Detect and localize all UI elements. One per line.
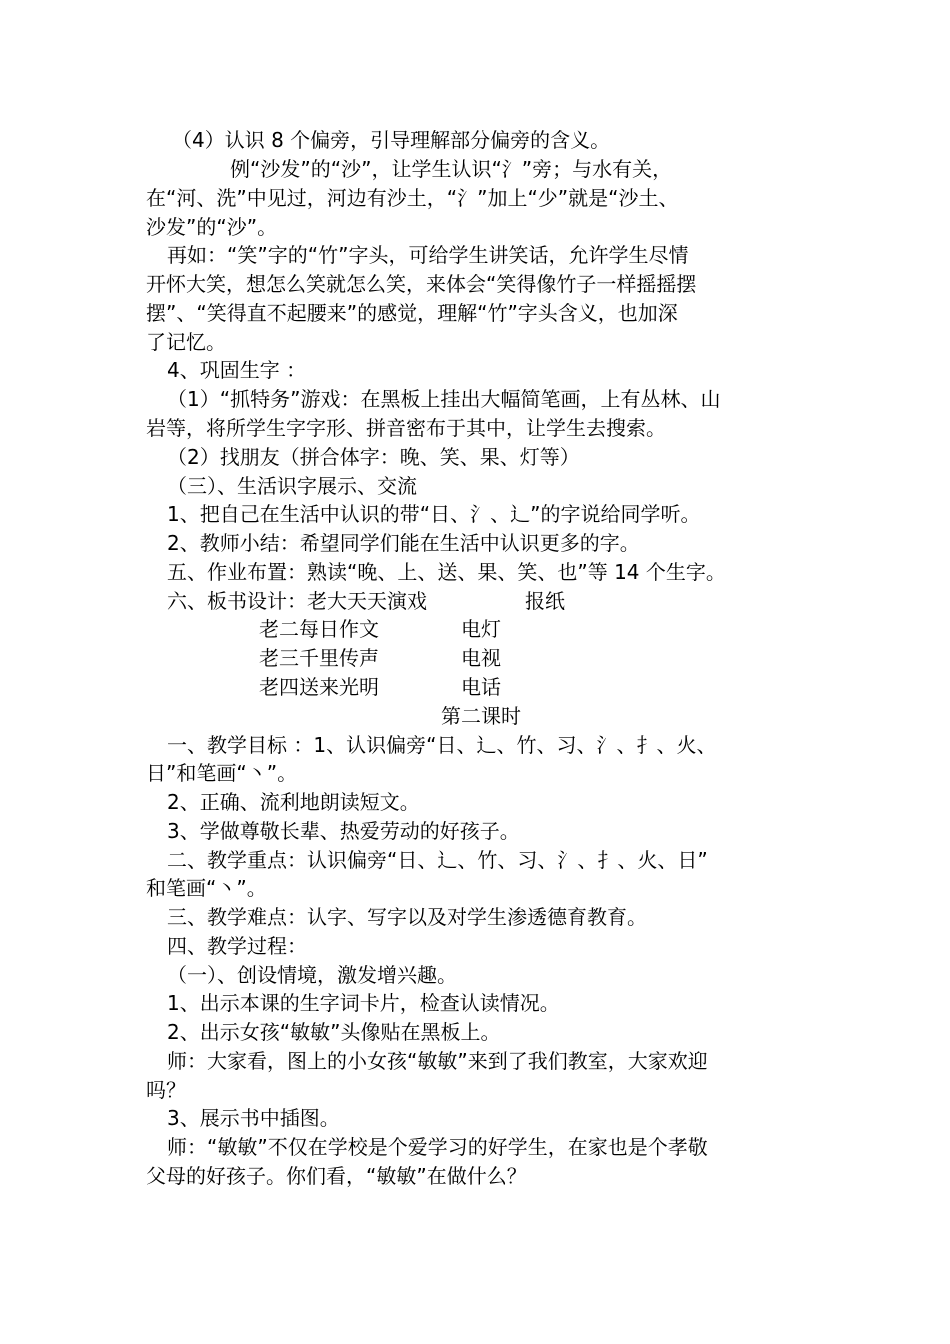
text-line: 日”和笔画“丶”。 — [146, 761, 298, 785]
text-line: 父母的好孩子。你们看，“敏敏”在做什么？ — [146, 1164, 527, 1188]
board-item: 电视 — [461, 646, 501, 670]
section-heading: 一、教学目标 ：1、认识偏旁“日、辶、竹、习、氵、扌、火、 — [167, 733, 717, 757]
text-line: 2、正确、流利地朗读短文。 — [167, 790, 420, 814]
board-item: 电灯 — [461, 617, 501, 641]
text-line: 2、教师小结：希望同学们能在生活中认识更多的字。 — [167, 531, 640, 555]
text-line: 摆”、“笑得直不起腰来”的感觉，理解“竹”字头含义，也加深 — [146, 301, 678, 325]
section-heading: 四、教学过程： — [167, 934, 307, 958]
text-line: 1、出示本课的生字词卡片，检查认读情况。 — [167, 991, 560, 1015]
text-line: 和笔画“丶”。 — [146, 876, 267, 900]
text-line: 师：“敏敏”不仅在学校是个爱学习的好学生，在家也是个孝敬 — [167, 1135, 708, 1159]
text-line: 4、巩固生字 ： — [167, 358, 307, 382]
section-heading: （一）、创设情境，激发增兴趣。 — [167, 963, 457, 987]
text-line: 师：大家看，图上的小女孩“敏敏”来到了我们教室，大家欢迎 — [167, 1049, 708, 1073]
section-heading: 三、教学难点：认字、写字以及对学生渗透德育教育。 — [167, 905, 647, 929]
text-line: 3、展示书中插图。 — [167, 1106, 340, 1130]
text-line: 沙发”的“沙”。 — [146, 215, 278, 239]
text-line: 开怀大笑，想怎么笑就怎么笑，来体会“笑得像竹子一样摇摇摆 — [146, 272, 697, 296]
text-line: （2）找朋友（拼合体字：晚、笑、果、灯等） — [167, 445, 580, 469]
section-heading: 六、板书设计：老大天天演戏 — [167, 589, 427, 613]
text-line: 了记忆。 — [146, 330, 226, 354]
text-line: 岩等，将所学生字字形、拼音密布于其中，让学生去搜索。 — [146, 416, 666, 440]
text-line: 再如：“笑”字的“竹”字头，可给学生讲笑话，允许学生尽情 — [167, 243, 689, 267]
section-heading: （三）、生活识字展示、交流 — [167, 474, 417, 498]
board-item: 电话 — [461, 675, 501, 699]
lesson-title: 第二课时 — [441, 704, 521, 728]
text-line: 在“河、洗”中见过，河边有沙土，“氵”加上“少”就是“沙土、 — [146, 186, 679, 210]
text-line: （4）认识 8 个偏旁，引导理解部分偏旁的含义。 — [172, 128, 611, 152]
board-item: 老二每日作文 — [259, 617, 379, 641]
text-line: 3、学做尊敬长辈、热爱劳动的好孩子。 — [167, 819, 520, 843]
text-line: 2、出示女孩“敏敏”头像贴在黑板上。 — [167, 1020, 501, 1044]
text-line: 1、把自己在生活中认识的带“日、氵、辶”的字说给同学听。 — [167, 502, 701, 526]
section-heading: 二、教学重点：认识偏旁“日、辶、竹、习、氵、扌、火、日” — [167, 848, 708, 872]
text-line: （1）“抓特务”游戏：在黑板上挂出大幅简笔画，上有丛林、山 — [167, 387, 721, 411]
board-item: 老四送来光明 — [259, 675, 379, 699]
board-item: 报纸 — [525, 589, 565, 613]
text-line: 例“沙发”的“沙”，让学生认识“氵”旁；与水有关， — [230, 157, 673, 181]
board-item: 老三千里传声 — [259, 646, 379, 670]
text-line: 吗？ — [146, 1078, 186, 1102]
section-heading: 五、作业布置：熟读“晚、上、送、果、笑、也”等 14 个生字。 — [167, 560, 726, 584]
